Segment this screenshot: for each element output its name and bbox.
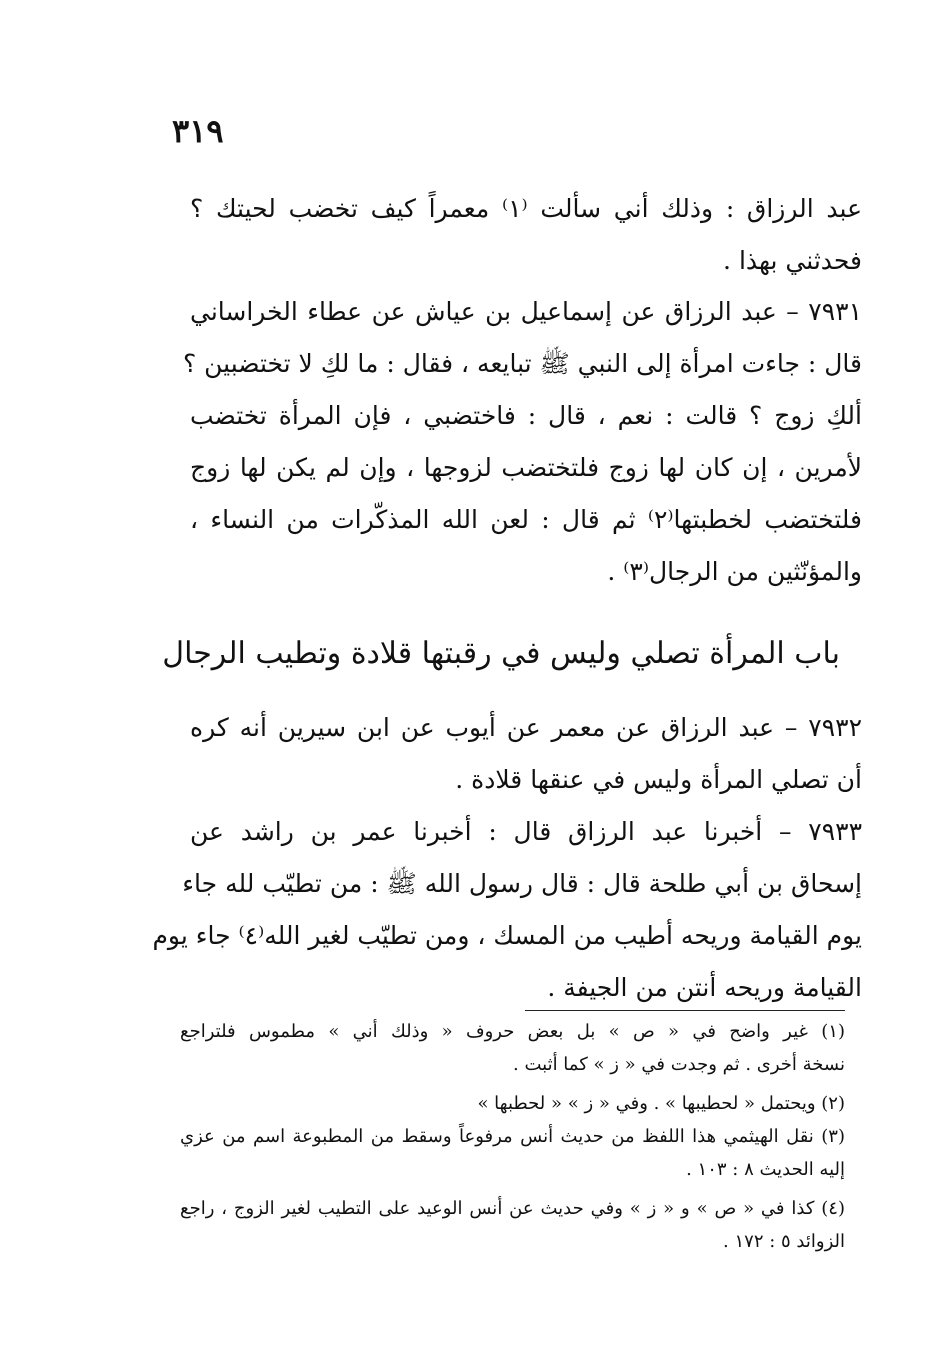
footnote-1 (180, 1015, 845, 1081)
footnote-line: (٢) ويحتمل « لحطيبها » . وفي « ز » « لحطبها » (477, 1093, 845, 1114)
page-number: ٣١٩ (172, 112, 224, 150)
footnote-2 (180, 1087, 845, 1120)
footnote-line: (١) غير واضح في « ص » بل بعض حروف « وذلك أني » مطموس فلتراجع (180, 1021, 845, 1042)
paragraph-7933 (152, 806, 862, 1014)
text-line: أن تصلي المرأة وليس في عنقها قلادة . (455, 765, 862, 794)
text-line: قال : جاءت امرأة إلى النبي ﷺ تبايعه ، فقال : ما لكِ لا تختضبين ؟ (182, 349, 862, 378)
footnote-line: الزوائد ٥ : ١٧٢ . (723, 1231, 845, 1252)
paragraph-intro (190, 183, 862, 287)
text-line: يوم القيامة وريحه أطيب من المسك ، ومن تطيّب لغير الله⁽٤⁾ جاء يوم (152, 921, 862, 950)
text-line: إسحاق بن أبي طلحة قال : قال رسول الله ﷺ : من تطيّب لله جاء (182, 869, 862, 898)
footnotes (180, 1015, 845, 1258)
text-line: والمؤنّثين من الرجال⁽٣⁾ . (607, 557, 862, 586)
footnote-line: (٣) نقل الهيثمي هذا اللفظ من حديث أنس مرفوعاً وسقط من المطبوعة اسم من عزي (180, 1126, 845, 1147)
text-line: ٧٩٣٢ – عبد الرزاق عن معمر عن أيوب عن ابن سيرين أنه كره (190, 713, 862, 742)
footnote-separator (525, 1010, 845, 1011)
text-line: ألكِ زوج ؟ قالت : نعم ، قال : فاختضبي ، فإن المرأة تختضب (190, 401, 862, 430)
paragraph-7932 (190, 702, 862, 806)
text-line: عبد الرزاق : وذلك أني سألت ⁽١⁾ معمراً كيف تخضب لحيتك ؟ (190, 194, 862, 223)
text-line: القيامة وريحه أنتن من الجيفة . (547, 973, 862, 1002)
paragraph-7931 (182, 286, 862, 598)
text-line: ٧٩٣١ – عبد الرزاق عن إسماعيل بن عياش عن عطاء الخراساني (190, 297, 862, 326)
footnote-line: إليه الحديث ٨ : ١٠٣ . (686, 1159, 845, 1180)
text-line: فحدثني بهذا . (723, 246, 862, 275)
footnote-line: نسخة أخرى . ثم وجدت في « ز » كما أثبت . (513, 1054, 845, 1075)
text-line: ٧٩٣٣ – أخبرنا عبد الرزاق قال : أخبرنا عمر بن راشد عن (190, 817, 862, 846)
footnote-3 (180, 1120, 845, 1186)
text-line: فلتختضب لخطبتها⁽٢⁾ ثم قال : لعن الله المذكّرات من النساء ، (190, 505, 862, 534)
text-line: لأمرين ، إن كان لها زوج فلتختضب لزوجها ، وإن لم يكن لها زوج (190, 453, 862, 482)
chapter-heading: باب المرأة تصلي وليس في رقبتها قلادة وتطيب الرجال (162, 636, 840, 671)
footnote-4 (180, 1192, 845, 1258)
footnote-line: (٤) كذا في « ص » و « ز » وفي حديث عن أنس الوعيد على التطيب لغير الزوج ، راجع (180, 1198, 845, 1219)
